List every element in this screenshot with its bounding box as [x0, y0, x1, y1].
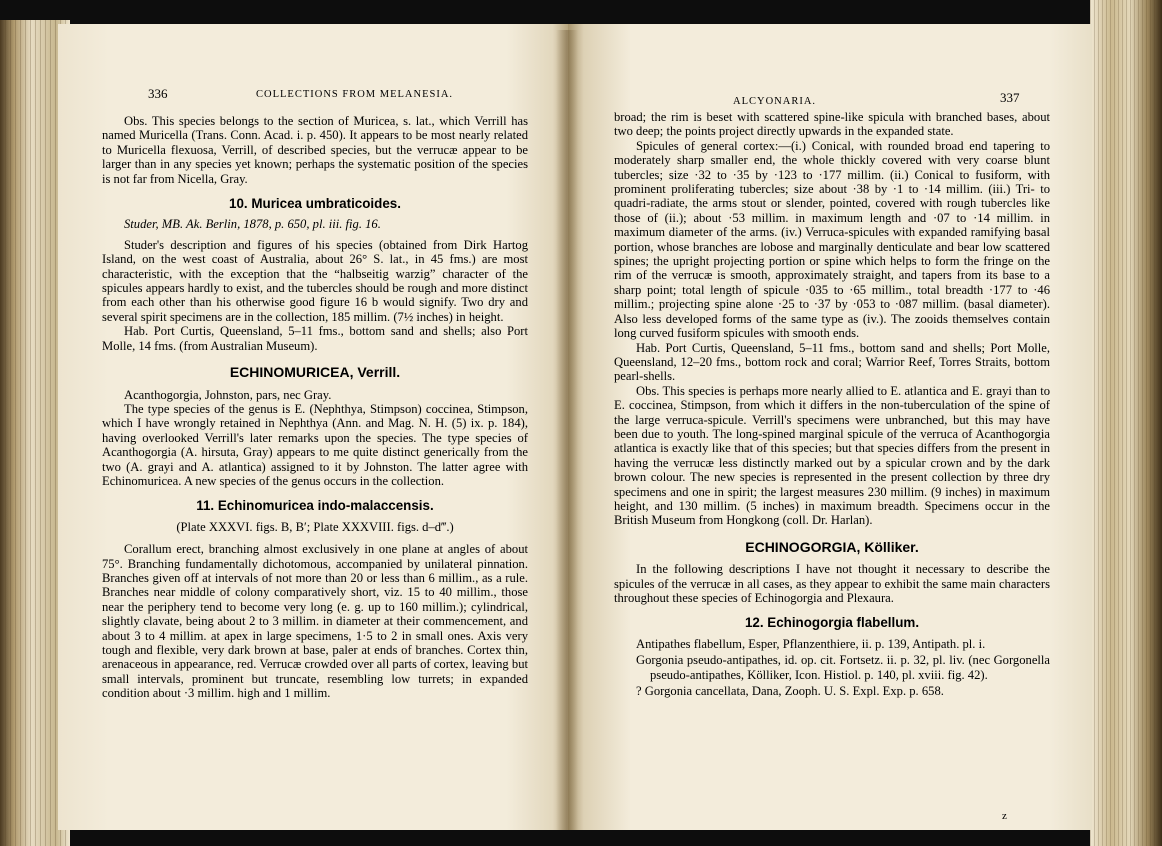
habitat-paragraph: Hab. Port Curtis, Queensland, 5–11 fms., bottom sand and shells; also Port Molle, 14 fms. (from Australian Museum). [102, 324, 528, 353]
synonym-2: Gorgonia pseudo-antipathes, id. op. cit. Fortsetz. ii. p. 32, pl. liv. (nec Gorgonella pseudo-antipathes, Kölliker, Icon. Histiol. p. 140, pl. xviii. fig. 42). [636, 653, 1050, 682]
plate-reference: (Plate XXXVI. figs. B, B′; Plate XXXVIII. figs. d–d‴.) [176, 519, 454, 534]
reference-studer: Studer, MB. Ak. Berlin, 1878, p. 650, pl. iii. fig. 16. [124, 217, 381, 232]
heading-echinogorgia-flabellum: 12. Echinogorgia flabellum. [744, 615, 920, 631]
echinomuricea-paragraph: The type species of the genus is E. (Nephthya, Stimpson) coccinea, Stimpson, which I have wrongly retained in Nephthya (Ann. and Mag. N. H. (5) ix. p. 184), having overlooked Verrill's later remarks upon the species. The type species of Acanthogorgia (A. hirsuta, Gray) appears to me quite distinct generically from the two (A. grayi and A. atlantica) assigned to it by Johnston. The latter agree with Echinomuricea. A new species of the genus occurs in the collection. [102, 401, 528, 488]
right-running-head: ALCYONARIA. [733, 96, 817, 107]
heading-echinomuricea-indo-malaccensis: 11. Echinomuricea indo-malaccensis. [196, 498, 434, 514]
echinomuricea-synonym: Acanthogorgia, Johnston, pars, nec Gray. [124, 387, 332, 402]
right-page-number: 337 [1000, 90, 1020, 105]
heading-echinomuricea: ECHINOMURICEA, Verrill. [229, 364, 401, 381]
right-page-edges [1090, 0, 1162, 846]
left-column [102, 114, 528, 701]
studer-paragraph: Studer's description and figures of his species (obtained from Dirk Hartog Island, on the west coast of Australia, about 26° S. lat., in 45 fms.) are most characteristic, with the exception that the “halbseitig warzig” character of the spicules appears hardly to exist, and the tubercles should be rough and more distinct from each other than his otherwise good figure 16 b would signify. Two dry and several spirit specimens are in the collection, 185 millim. (7½ inches) in height. [102, 237, 528, 324]
right-column [614, 110, 1050, 700]
corallum-paragraph: Corallum erect, branching almost exclusively in one plane at angles of about 75°. Branching fundamentally dichotomous, accompanied by unilateral pinnation. Branches given off at intervals of not more than 20 or less than 6 millim., as a rule. Branches near middle of colony comparatively short, viz. 15 to 40 millim., those near the periphery tend to become very long (e. g. up to 160 millim.); cylindrical, slightly clavate, being about 2 to 3 millim. in diameter at their commencement, and about 3 to 4 millim. at apex in large specimens, 1·5 to 2 in small ones. Axis very tough and flexible, very dark brown at base, paler at ends of branches. Cortex thin, arenaceous in appearance, red. Verrucæ crowded over all parts of cortex, leaving but small intervals, prominent but truncate, resembling low turrets; in expanded condition about ·3 millim. high and 1 millim. [102, 542, 528, 701]
left-page-number: 336 [148, 86, 168, 101]
synonym-3: ? Gorgonia cancellata, Dana, Zooph. U. S. Expl. Exp. p. 658. [636, 684, 944, 699]
heading-echinogorgia: ECHINOGORGIA, Kölliker. [745, 538, 919, 555]
spicules-paragraph: Spicules of general cortex:—(i.) Conical, with rounded broad end tapering to moderately sharp smaller end, the whole thickly covered with very coarse blunt tubercles; size ·32 to ·35 by ·123 to ·177 millim. (ii.) Conical to fusiform, with prominent proliferating tubercles; size about ·38 by ·1 to ·14 millim. (iii.) Tri- to quadri-radiate, the arms stout or slender, pointed, covered with rough tubercles like those of (ii.); about ·53 millim. in maximum length and ·07 to ·14 millim. in maximum diameter of the arms. (iv.) Verruca-spicules with expanded ramifying basal portion, whose branches are lobose and marginally denticulate and bear low scattered spines; the upright projecting portion or spine which helps to form the fringe on the rim of the verrucæ is smooth, approximately straight, and tapers from its base to a sharp point; total length of spicule ·035 to ·65 millim., total breadth ·177 to ·46 millim.; projecting spine alone ·25 to ·37 by ·053 to ·087 millim. (basal diameter). Also less developed forms of the same type as (iv.). The zooids themselves contain long curved fusiform spicules with smooth ends. [614, 138, 1050, 341]
synonym-1: Antipathes flabellum, Esper, Pflanzenthiere, ii. p. 139, Antipath. pl. i. [636, 636, 986, 651]
signature-mark: z [1002, 810, 1007, 822]
book-gutter [556, 30, 578, 830]
echinogorgia-paragraph: In the following descriptions I have not thought it necessary to describe the spicules of the verrucæ in all cases, as they appear to exhibit the same main characters throughout these species of Echinogorgia and Plexaura. [614, 562, 1050, 605]
obs-paragraph-2: Obs. This species is perhaps more nearly allied to E. atlantica and E. grayi than to E. coccinea, Stimpson, from which it differs in the non-tuberculation of the spine of the large verruca-spicule. Verrill's specimens were unbranched, but this may have been due to youth. The long-spined marginal spicule of the verruca of Acanthogorgia atlantica is exactly like that of this species; but that species differs from the present in having the verrucæ less distinctly marked out by a spicular crown and by the dark brown colour. The new species is represented in the present collection by three dry specimens and one in spirit; the largest measures 230 millim. (9 inches) in maximum height, and 130 millim. (5 inches) in maximum breadth. Specimens occur in the British Museum from Hongkong (coll. Dr. Harlan). [614, 383, 1050, 528]
habitat-paragraph-2: Hab. Port Curtis, Queensland, 5–11 fms., bottom sand and shells; Port Molle, Queensland, 12–20 fms., bottom rock and coral; Warrior Reef, Torres Straits, bottom pearl-shells. [614, 340, 1050, 384]
obs-paragraph: Obs. This species belongs to the section of Muricea, s. lat., which Verrill has named Muricella (Trans. Conn. Acad. i. p. 450). It appears to be most nearly related to Muricella flexuosa, Verrill, of described species, but the verrucæ appear to be larger than in any species yet known; perhaps the systematic position of the species is not far from Nicella, Gray. [102, 114, 528, 186]
left-running-head: COLLECTIONS FROM MELANESIA. [256, 89, 454, 100]
continuation-paragraph: broad; the rim is beset with scattered spine-like spicula with branched bases, about two deep; the points project directly upwards in the expanded state. [614, 110, 1050, 139]
heading-muricea-umbraticoides: 10. Muricea umbraticoides. [229, 196, 401, 212]
